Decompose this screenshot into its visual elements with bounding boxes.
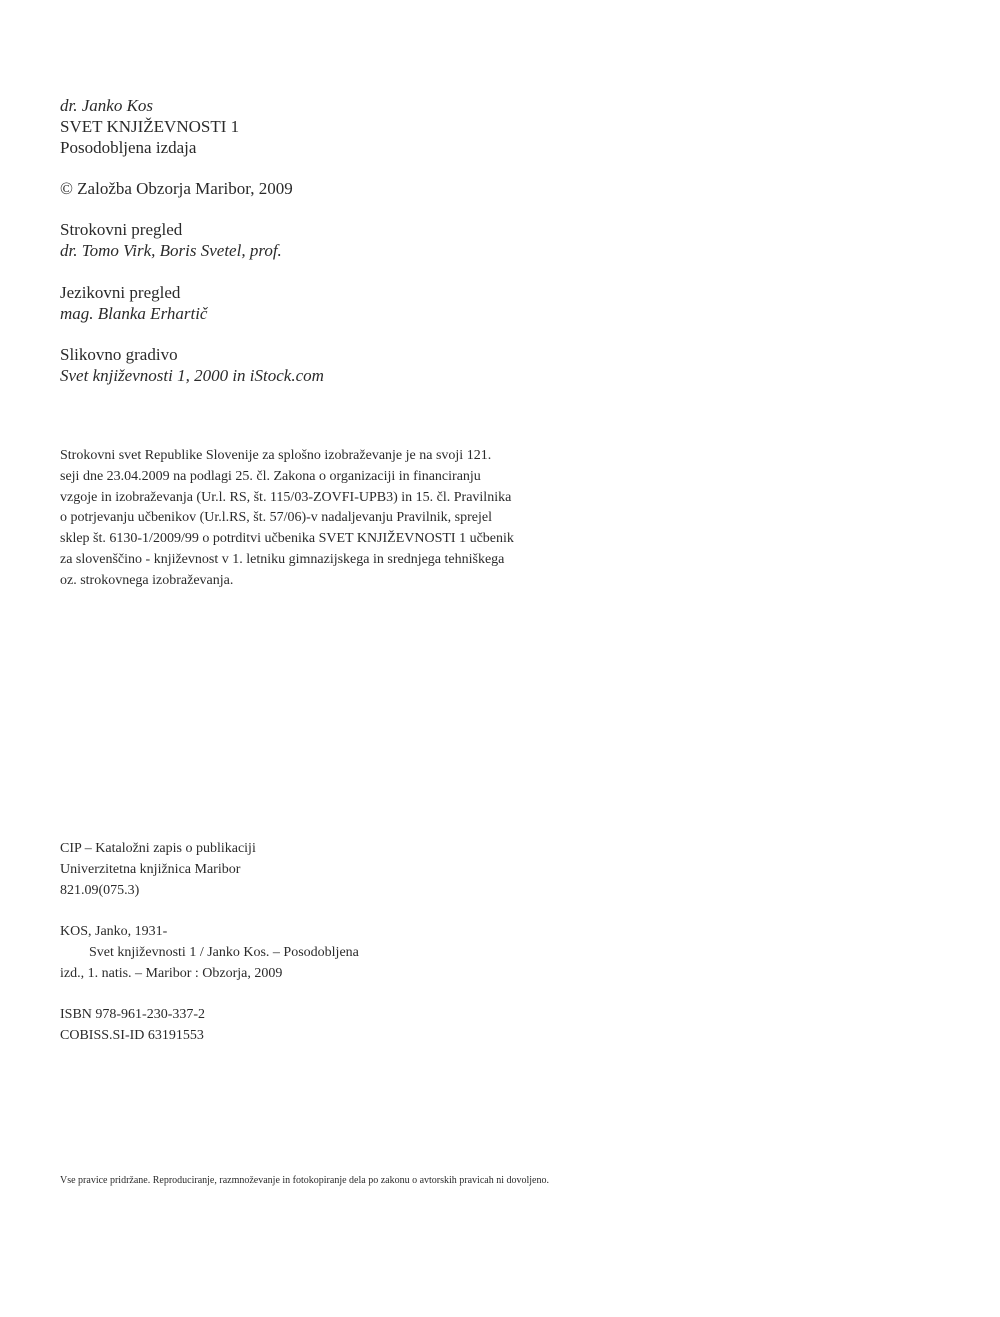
images-source: Svet književnosti 1, 2000 in iStock.com (60, 366, 324, 385)
approval-line: Strokovni svet Republike Slovenije za splošno izobraževanje je na svoji 121. (60, 448, 492, 463)
approval-line: vzgoje in izobraževanja (Ur.l. RS, št. 115/03-ZOVFI-UPB3) in 15. čl. Pravilnika (60, 489, 512, 505)
copyright-line: © Založba Obzorja Maribor, 2009 (60, 179, 293, 198)
images-heading: Slikovno gradivo (60, 345, 178, 364)
review-heading: Strokovni pregled (60, 220, 183, 239)
approval-line: seji dne 23.04.2009 na podlagi 25. čl. Zakona o organizaciji in financiranju (60, 468, 481, 484)
approval-paragraph (60, 446, 514, 592)
isbn: ISBN 978-961-230-337-2 (60, 1007, 206, 1022)
identifiers-block (60, 1005, 205, 1047)
language-review-block (60, 282, 207, 324)
professional-review-block (60, 219, 282, 261)
approval-line: sklep št. 6130-1/2009/99 o potrditvi učbenika SVET KNJIŽEVNOSTI 1 učbenik (60, 531, 514, 547)
record-author: KOS, Janko, 1931- (60, 924, 168, 939)
copyright-block (60, 178, 293, 199)
language-heading: Jezikovni pregled (60, 283, 181, 302)
rights-notice: Vse pravice pridržane. Reproduciranje, razmnoževanje in fotokopiranje dela po zakonu o avtorskih pravicah ni dovoljeno. (60, 1175, 549, 1186)
images-block (60, 344, 324, 386)
edition-line: Posodobljena izdaja (60, 138, 197, 157)
title-block (60, 95, 239, 158)
review-names: dr. Tomo Virk, Boris Svetel, prof. (60, 241, 282, 260)
cip-heading: CIP – Kataložni zapis o publikaciji (60, 841, 256, 856)
approval-line: za slovenščino - književnost v 1. letniku gimnazijskega in srednjega tehniškega (60, 551, 505, 567)
cip-classification: 821.09(075.3) (60, 882, 140, 898)
approval-line: oz. strokovnega izobraževanja. (60, 572, 234, 588)
record-publication: izd., 1. natis. – Maribor : Obzorja, 2009 (60, 965, 283, 981)
catalog-record (60, 922, 359, 984)
cip-block (60, 839, 256, 901)
approval-line: o potrjevanju učbenikov (Ur.l.RS, št. 57/06)-v nadaljevanju Pravilnik, sprejel (60, 510, 492, 526)
language-names: mag. Blanka Erhartič (60, 304, 208, 323)
record-title: Svet književnosti 1 / Janko Kos. – Posodobljena (89, 944, 359, 960)
cobiss-id: COBISS.SI-ID 63191553 (60, 1027, 204, 1043)
author-line: dr. Janko Kos (60, 96, 154, 115)
book-title: SVET KNJIŽEVNOSTI 1 (60, 117, 240, 136)
cip-library: Univerzitetna knjižnica Maribor (60, 861, 241, 877)
